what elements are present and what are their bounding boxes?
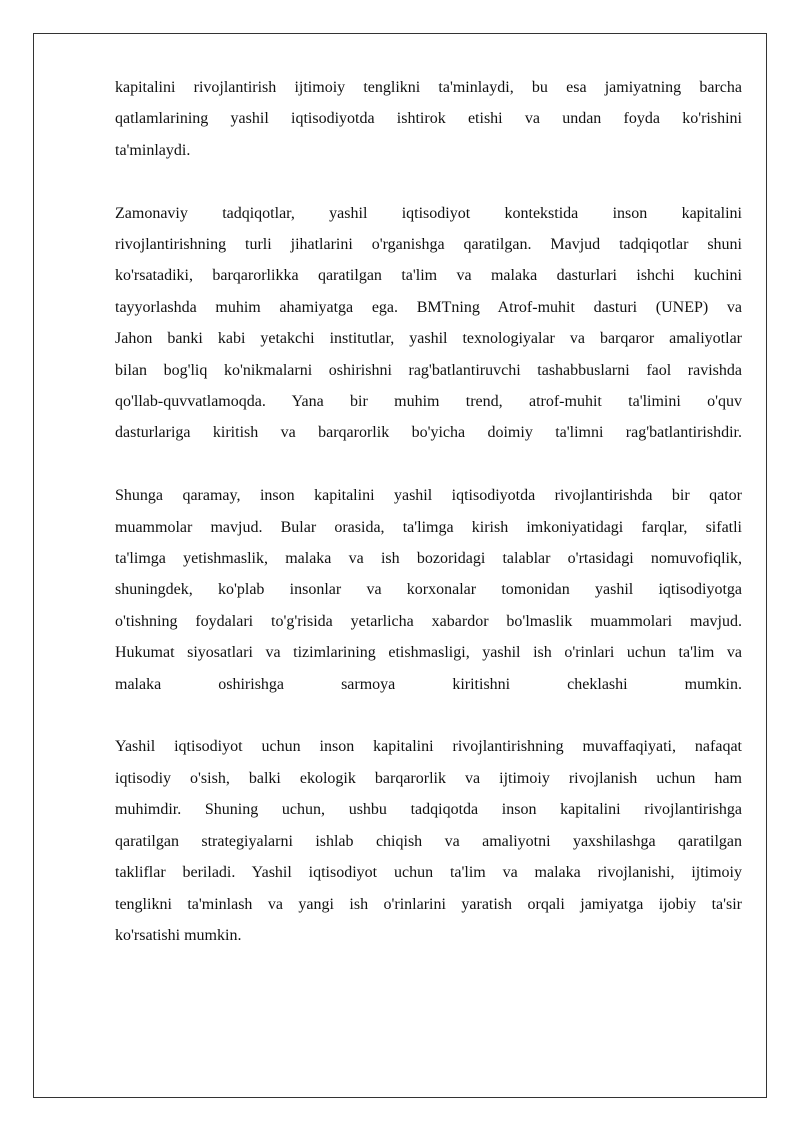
text-line: Jahon banki kabi yetakchi institutlar, yashil texnologiyalar va barqaror amaliyotlar [115,330,742,348]
paragraph-3 [115,480,742,700]
text-line: tayyorlashda muhim ahamiyatga ega. BMTning Atrof-muhit dasturi (UNEP) va [115,298,742,316]
text-line: ko'rsatishi mumkin. [115,926,242,944]
text-line: Zamonaviy tadqiqotlar, yashil iqtisodiyot kontekstida inson kapitalini [115,204,742,222]
text-line: o'tishning foydalari to'g'risida yetarlicha xabardor bo'lmaslik muammolari mavjud. [115,612,742,630]
text-line: tenglikni ta'minlash va yangi ish o'rinlarini yaratish orqali jamiyatga ijobiy ta'sir [115,895,742,913]
text-line: Hukumat siyosatlari va tizimlarining etishmasligi, yashil ish o'rinlari uchun ta'lim va [115,644,742,662]
text-line: shuningdek, ko'plab insonlar va korxonalar tomonidan yashil iqtisodiyotga [115,581,742,599]
paragraph-2 [115,198,742,449]
document-body [115,72,742,951]
text-line: Shunga qaramay, inson kapitalini yashil iqtisodiyotda rivojlantirishda bir qator [115,487,742,505]
text-line: iqtisodiy o'sish, balki ekologik barqarorlik va ijtimoiy rivojlanish uchun ham [115,769,742,787]
text-line: qaratilgan strategiyalarni ishlab chiqish va amaliyotni yaxshilashga qaratilgan [115,832,742,850]
text-line: muammolar mavjud. Bular orasida, ta'limga kirish imkoniyatidagi farqlar, sifatli [115,518,742,536]
text-line: muhimdir. Shuning uchun, ushbu tadqiqotda inson kapitalini rivojlantirishga [115,801,742,819]
paragraph-1 [115,72,742,166]
text-line: takliflar beriladi. Yashil iqtisodiyot uchun ta'lim va malaka rivojlanishi, ijtimoiy [115,864,742,882]
text-line: dasturlariga kiritish va barqarorlik bo'yicha doimiy ta'limni rag'batlantirishdir. [115,424,742,442]
text-line: Yashil iqtisodiyot uchun inson kapitalini rivojlantirishning muvaffaqiyati, nafaqat [115,738,742,756]
text-line: ta'minlaydi. [115,141,191,159]
paragraph-4 [115,731,742,951]
text-line: ta'limga yetishmaslik, malaka va ish bozoridagi talablar o'rtasidagi nomuvofiqlik, [115,550,742,568]
text-line: qatlamlarining yashil iqtisodiyotda ishtirok etishi va undan foyda ko'rishini [115,110,742,128]
text-line: ko'rsatadiki, barqarorlikka qaratilgan ta'lim va malaka dasturlari ishchi kuchini [115,267,742,285]
text-line: rivojlantirishning turli jihatlarini o'rganishga qaratilgan. Mavjud tadqiqotlar shuni [115,236,742,254]
text-line: malaka oshirishga sarmoya kiritishni cheklashi mumkin. [115,675,742,693]
text-line: bilan bog'liq ko'nikmalarni oshirishni rag'batlantiruvchi tashabbuslarni faol ravishda [115,361,742,379]
text-line: qo'llab-quvvatlamoqda. Yana bir muhim trend, atrof-muhit ta'limini o'quv [115,393,742,411]
text-line: kapitalini rivojlantirish ijtimoiy tenglikni ta'minlaydi, bu esa jamiyatning barcha [115,79,742,96]
